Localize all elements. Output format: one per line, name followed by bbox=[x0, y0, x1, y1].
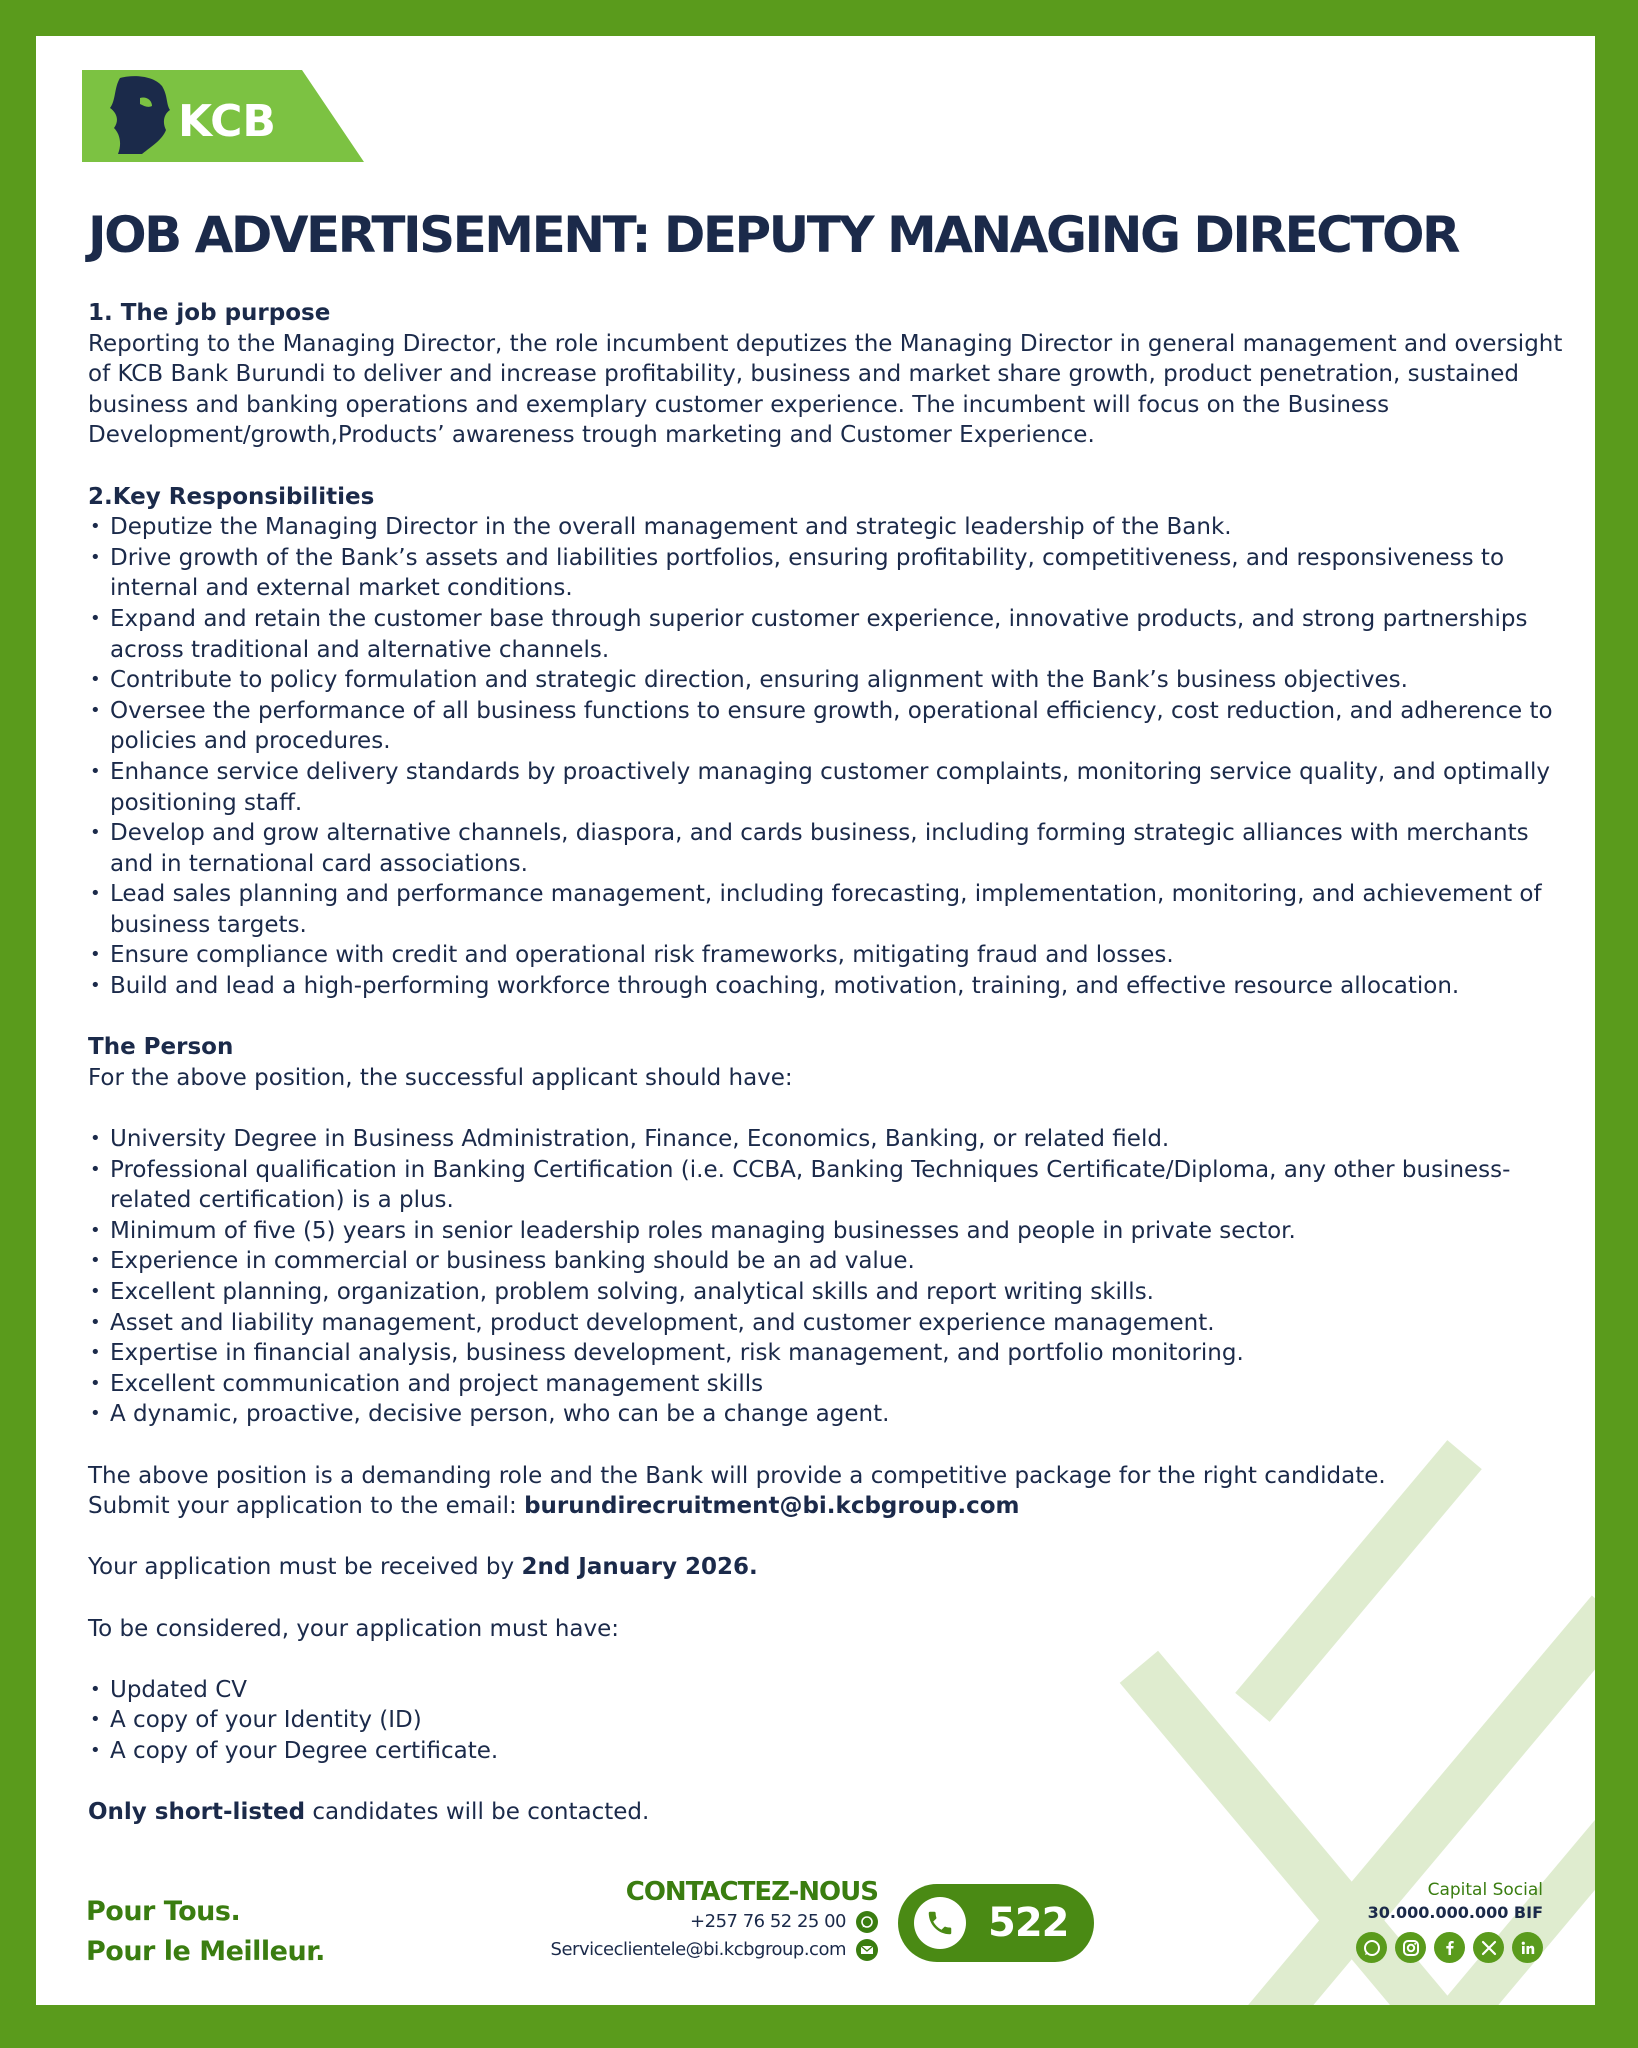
shortlist-line bbox=[88, 1797, 1568, 1828]
list-item: • Expertise in financial analysis, business development, risk management, and portfolio monitoring. bbox=[88, 1338, 1568, 1369]
purpose-heading: 1. The job purpose bbox=[88, 300, 331, 326]
list-item: • A copy of your Identity (ID) bbox=[88, 1705, 1568, 1736]
list-item: • Excellent communication and project management skills bbox=[88, 1369, 1568, 1400]
list-item: • Lead sales planning and performance management, including forecasting, implementation, monitoring, and achievement of business targets. bbox=[88, 879, 1568, 940]
submit-prefix: Submit your application to the email: bbox=[88, 1493, 525, 1520]
deadline-prefix: Your application must be received by bbox=[88, 1554, 522, 1581]
capital-block bbox=[1356, 1878, 1543, 1963]
slogan bbox=[86, 1892, 325, 1972]
list-item: • Professional qualification in Banking Certification (i.e. CCBA, Banking Techniques Certificate/Diploma, any other business-related certification) is a plus. bbox=[88, 1155, 1568, 1216]
responsibilities-heading: 2.Key Responsibilities bbox=[88, 483, 375, 510]
list-item: • Asset and liability management, product development, and customer experience management. bbox=[88, 1308, 1568, 1339]
application-email-link[interactable]: burundirecruitment@bi.kcbgroup.com bbox=[524, 1493, 1020, 1520]
list-item: • Excellent planning, organization, problem solving, analytical skills and report writing skills. bbox=[88, 1277, 1568, 1308]
list-item: • Ensure compliance with credit and operational risk frameworks, mitigating fraud and losses. bbox=[88, 940, 1568, 971]
list-item: • A copy of your Degree certificate. bbox=[88, 1736, 1568, 1767]
list-item: • Contribute to policy formulation and strategic direction, ensuring alignment with the Bank’s business objectives. bbox=[88, 665, 1568, 696]
list-item: • Build and lead a high-performing workforce through coaching, motivation, training, and effective resource allocation. bbox=[88, 971, 1568, 1002]
list-item: • Develop and grow alternative channels, diaspora, and cards business, including forming strategic alliances with merchants and in ternational card associations. bbox=[88, 818, 1568, 879]
submit-line bbox=[88, 1491, 1568, 1522]
contact-email[interactable]: Serviceclientele@bi.kcbgroup.com bbox=[550, 1939, 846, 1960]
instagram-icon[interactable] bbox=[1395, 1932, 1426, 1963]
page-title: JOB ADVERTISEMENT: DEPUTY MANAGING DIRECTOR bbox=[88, 206, 1458, 264]
deadline-line bbox=[88, 1552, 1568, 1583]
hotline-number: 522 bbox=[988, 1900, 1069, 1946]
list-item: • Oversee the performance of all business functions to ensure growth, operational efficiency, cost reduction, and adherence to policies and procedures. bbox=[88, 696, 1568, 757]
purpose-text: Reporting to the Managing Director, the role incumbent deputizes the Managing Director in general management and oversight of KCB Bank Burundi to deliver and increase profitability, business and market share growth, product penetration, sustained business and banking operations and exemplary customer experience. The incumbent will focus on the Business Development/growth,Products’ awareness trough marketing and Customer Experience. bbox=[88, 330, 1563, 449]
whatsapp-icon bbox=[856, 1911, 878, 1933]
advert-content bbox=[88, 298, 1568, 1828]
list-item: • Updated CV bbox=[88, 1675, 1568, 1706]
logo-text: KCB bbox=[178, 96, 276, 147]
list-item: • Deputize the Managing Director in the overall management and strategic leadership of the Bank. bbox=[88, 512, 1568, 543]
facebook-icon[interactable] bbox=[1434, 1932, 1465, 1963]
whatsapp-icon[interactable] bbox=[1356, 1932, 1387, 1963]
list-item: • Experience in commercial or business banking should be an ad value. bbox=[88, 1246, 1568, 1277]
slogan-line-1: Pour Tous. bbox=[86, 1896, 241, 1927]
deadline-date: 2nd January 2026. bbox=[521, 1554, 758, 1581]
shortlist-bold: Only short-listed bbox=[88, 1799, 306, 1826]
x-icon[interactable] bbox=[1473, 1932, 1504, 1963]
list-item: • Drive growth of the Bank’s assets and liabilities portfolios, ensuring profitability, competitiveness, and responsiveness to internal and external market conditions. bbox=[88, 543, 1568, 604]
capital-value: 30.000.000.000 BIF bbox=[1367, 1903, 1543, 1922]
list-item: • University Degree in Business Administration, Finance, Economics, Banking, or related field. bbox=[88, 1124, 1568, 1155]
social-links bbox=[1356, 1932, 1543, 1963]
kcb-logo bbox=[82, 70, 402, 162]
capital-label: Capital Social bbox=[1427, 1880, 1543, 1900]
person-heading: The Person bbox=[88, 1034, 234, 1061]
phone-icon bbox=[914, 1897, 966, 1949]
contact-block bbox=[551, 1876, 878, 1964]
list-item: • Enhance service delivery standards by proactively managing customer complaints, monitoring service quality, and optimally positioning staff. bbox=[88, 757, 1568, 818]
requirements-intro: To be considered, your application must have: bbox=[88, 1615, 620, 1642]
mail-icon bbox=[856, 1939, 878, 1961]
list-item: • A dynamic, proactive, decisive person, who can be a change agent. bbox=[88, 1399, 1568, 1430]
list-item: • Minimum of five (5) years in senior leadership roles managing businesses and people in private sector. bbox=[88, 1216, 1568, 1247]
contact-title: CONTACTEZ-NOUS bbox=[625, 1877, 878, 1907]
contact-phone-row bbox=[551, 1908, 878, 1936]
list-item: • Expand and retain the customer base through superior customer experience, innovative products, and strong partnerships across traditional and alternative channels. bbox=[88, 604, 1568, 665]
package-text: The above position is a demanding role and the Bank will provide a competitive package for the right candidate. bbox=[88, 1462, 1386, 1489]
application-requirements-list bbox=[88, 1675, 1568, 1767]
hotline-button[interactable] bbox=[898, 1884, 1094, 1962]
contact-email-row bbox=[551, 1936, 878, 1964]
responsibilities-list bbox=[88, 512, 1568, 1002]
person-requirements-list bbox=[88, 1124, 1568, 1430]
slogan-line-2: Pour le Meilleur. bbox=[86, 1936, 325, 1967]
contact-phone[interactable]: +257 76 52 25 00 bbox=[690, 1911, 846, 1932]
advert-page bbox=[36, 36, 1595, 2005]
linkedin-icon[interactable] bbox=[1512, 1932, 1543, 1963]
person-intro: For the above position, the successful applicant should have: bbox=[88, 1064, 793, 1091]
shortlist-rest: candidates will be contacted. bbox=[305, 1799, 650, 1826]
